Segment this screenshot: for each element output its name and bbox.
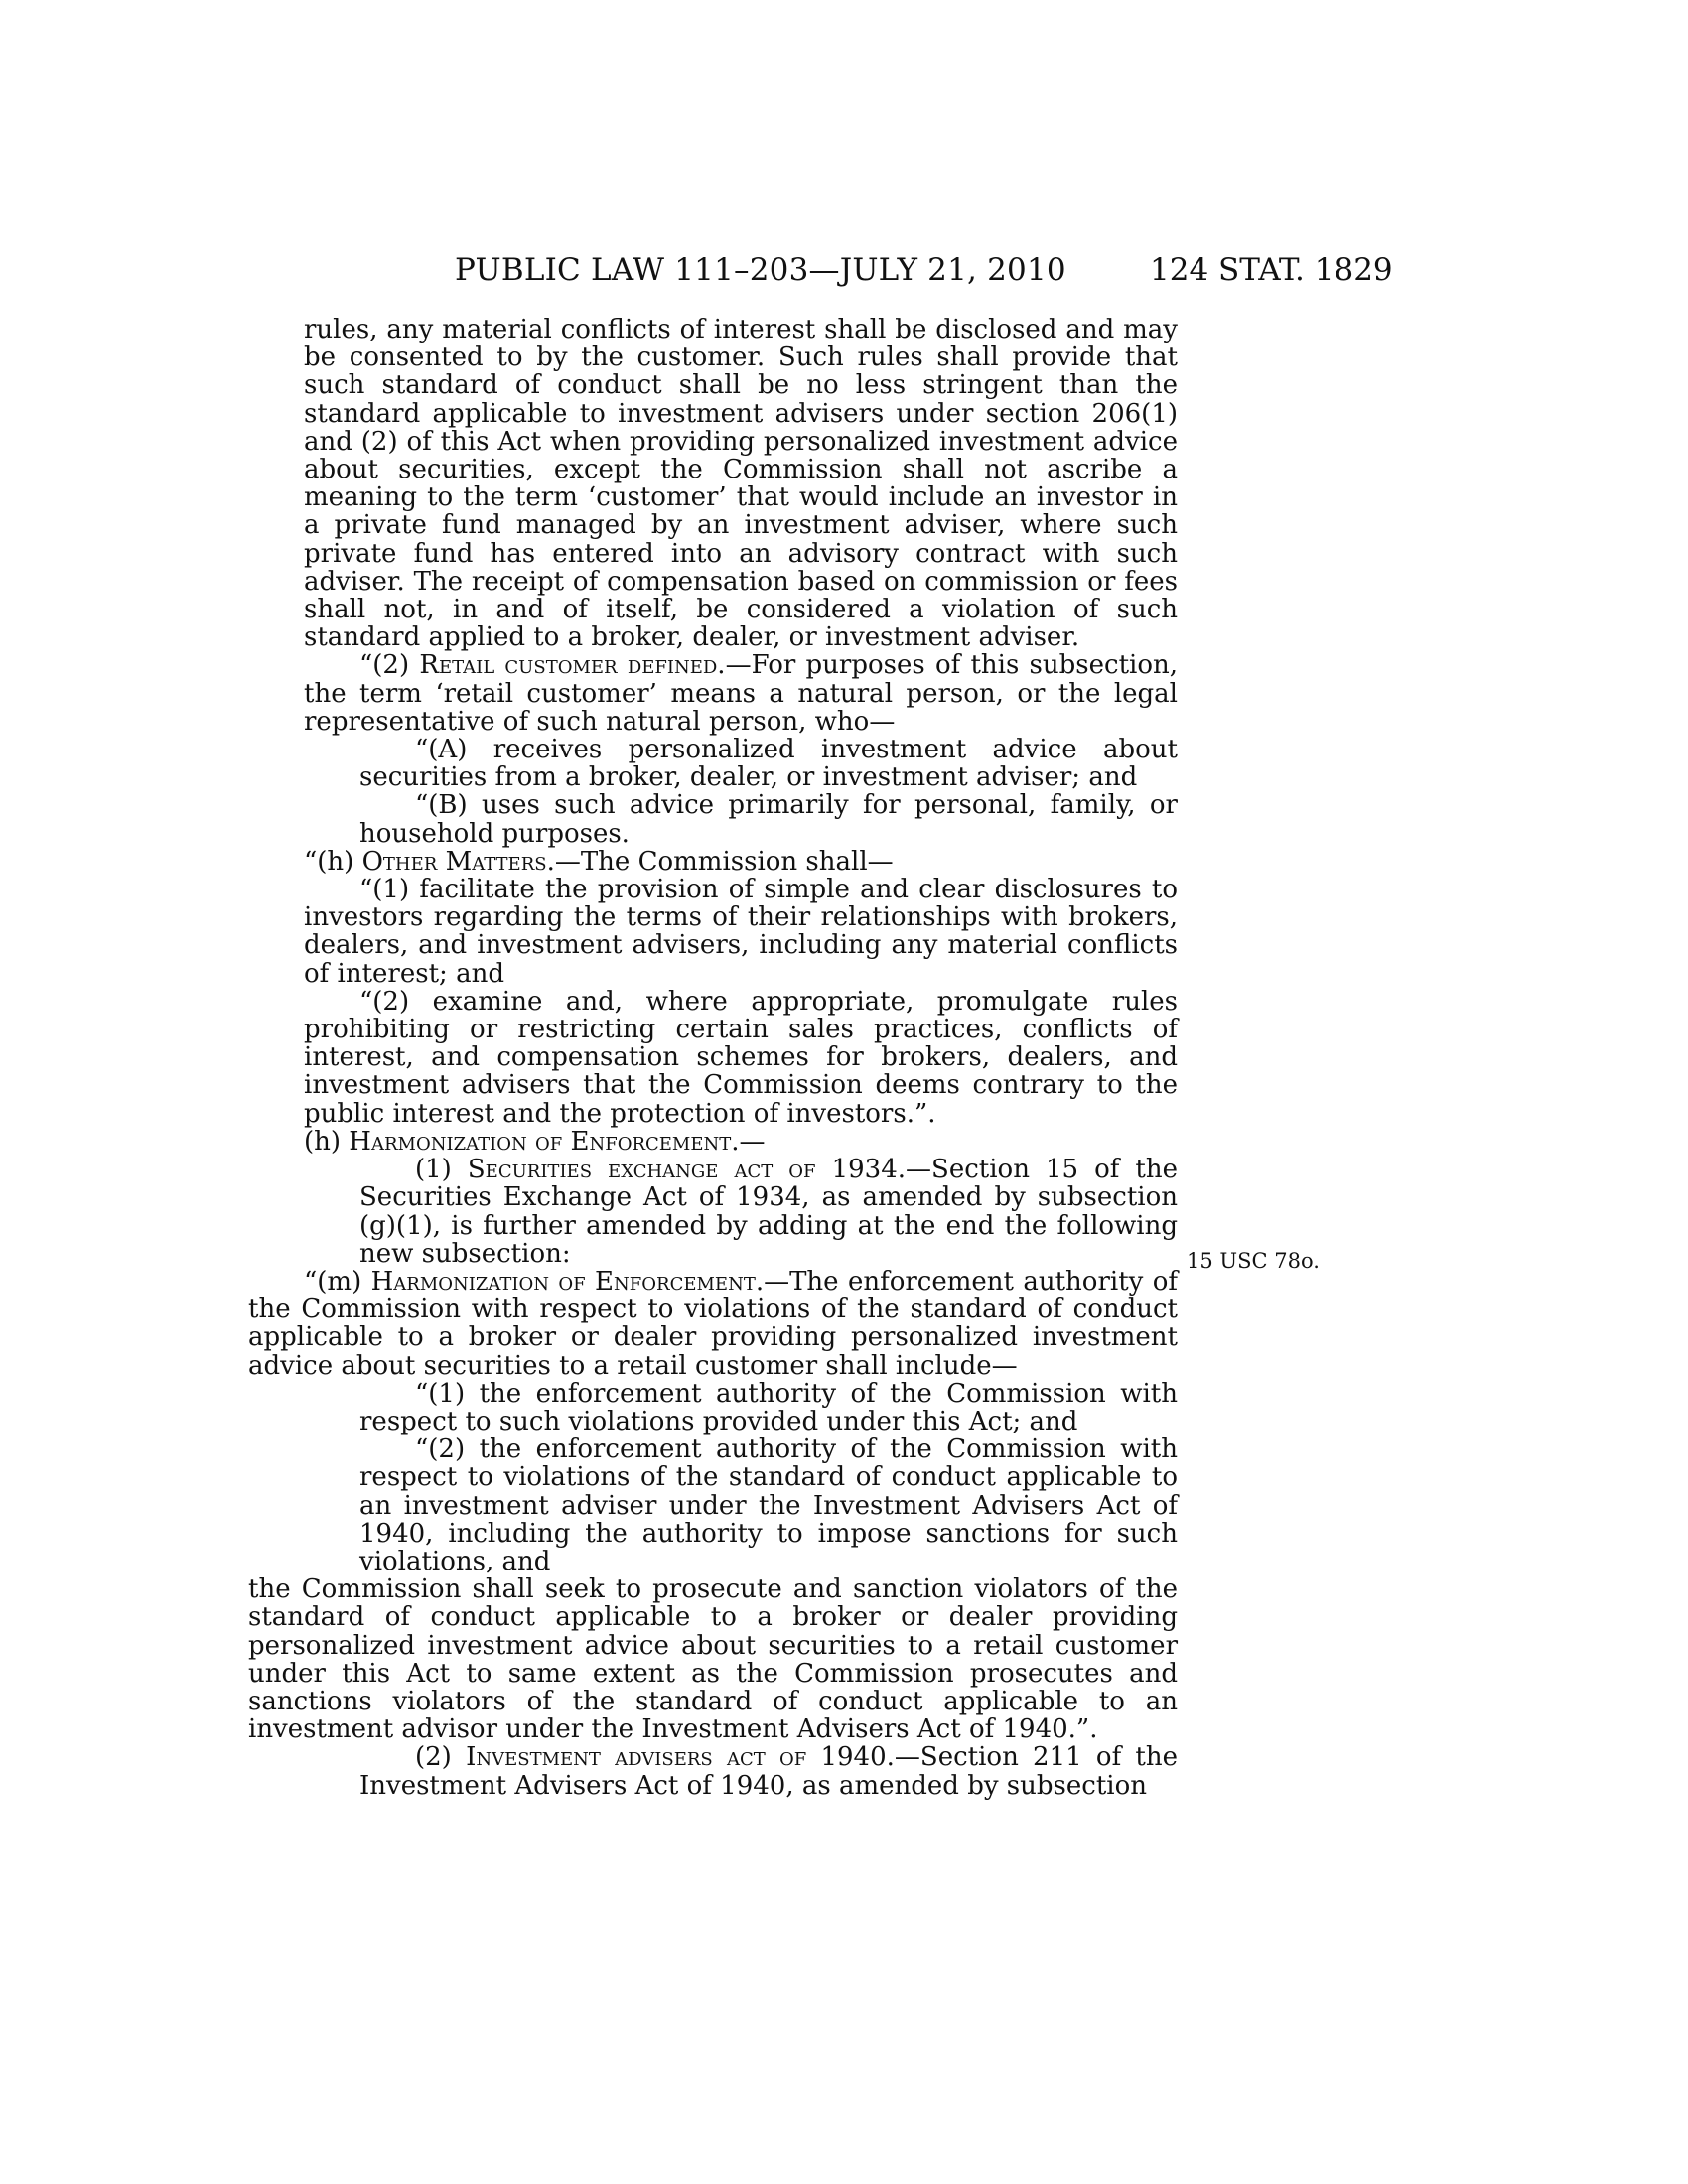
paragraph-heading: Retail customer defined. xyxy=(419,650,726,681)
running-header-title: PUBLIC LAW 111–203—JULY 21, 2010 xyxy=(455,252,1066,288)
paragraph-m-1: “(1) the enforcement authority of the Commission with respect to such violations provided under this Act; and xyxy=(359,1378,1178,1436)
page-stat-number: 124 STAT. 1829 xyxy=(1150,252,1393,288)
subsection-heading: Harmonization of Enforcement. xyxy=(370,1266,765,1297)
paragraph-text: —Section 15 of the Securities Exchange Act of 1934, as amended by subsection (g)(1), is further amended by adding at the end the following new subsection: xyxy=(359,1155,1178,1269)
paragraph-number: (1) xyxy=(415,1155,468,1185)
subsection-number: (h) xyxy=(304,1126,350,1157)
paragraph-number: (2) xyxy=(415,1742,467,1773)
paragraph-text: —Section 211 of the Investment Advisers Act of 1940, as amended by subsection xyxy=(359,1742,1179,1801)
subsection-text: — xyxy=(739,1126,766,1157)
subsection-h-other-matters xyxy=(304,848,1178,876)
paragraph-rules-continuation: rules, any material conflicts of interest shall be disclosed and may be consented to by the customer. Such rules shall provide that such standard of conduct shall be no less stringent than the standard applicable to investment advisers under section 206(1) and (2) of this Act when providing personalized investment advice about securities, except the Commission shall not ascribe a meaning to the term ‘customer’ that would include an investor in a private fund managed by an investment adviser, where such private fund has entered into an advisory contract with such adviser. The receipt of compensation based on commission or fees shall not, in and of itself, be considered a violation of such standard applied to a broker, dealer, or investment adviser. xyxy=(304,315,1178,653)
paragraph-number: “(2) xyxy=(359,650,420,681)
subsection-harmonization xyxy=(304,1128,1178,1156)
paragraph-m-2: “(2) the enforcement authority of the Commission with respect to violations of the standard of conduct applicable to an investment adviser under the Investment Advisers Act of 1940, including the authority to impose sanctions for such violations, and xyxy=(359,1434,1178,1576)
paragraph-heading: Investment advisers act of 1940. xyxy=(466,1742,895,1773)
paragraph-text: —For purposes of this subsection, the term ‘retail customer’ means a natural person, or the legal representative of such natural person, who— xyxy=(304,650,1179,737)
paragraph-heading: Securities exchange act of 1934. xyxy=(467,1155,907,1185)
subsection-number: “(m) xyxy=(304,1266,371,1297)
subsection-number: “(h) xyxy=(304,846,362,877)
subsection-text: —The enforcement authority of the Commission with respect to violations of the standard of conduct applicable to a broker or dealer providing personalized investment advice about securities to a retail customer shall include— xyxy=(248,1266,1178,1381)
subsection-heading: Harmonization of Enforcement. xyxy=(349,1126,740,1157)
paragraph-retail-customer-defined xyxy=(304,651,1178,736)
subsection-m-harmonization xyxy=(248,1268,1178,1380)
paragraph-m-closing: the Commission shall seek to prosecute and sanction violators of the standard of conduct applicable to a broker or dealer providing personalized investment advice about securities to a retail customer under this Act to same extent as the Commission prosecutes and sanctions violators of the standard of conduct applicable to an investment advisor under the Investment Advisers Act of 1940.”. xyxy=(248,1574,1178,1745)
subparagraph-a: “(A) receives personalized investment advice about securities from a broker, dealer, or investment adviser; and xyxy=(359,735,1178,793)
paragraph-h-2: “(2) examine and, where appropriate, promulgate rules prohibiting or restricting certain sales practices, conflicts of interest, and compensation schemes for brokers, dealers, and investment advisers that the Commission deems contrary to the public interest and the protection of investors.”. xyxy=(304,986,1178,1129)
paragraph-securities-exchange-act xyxy=(304,1156,1178,1268)
paragraph-h-1: “(1) facilitate the provision of simple and clear disclosures to investors regarding the terms of their relationships with brokers, dealers, and investment advisers, including any material conflicts of interest; and xyxy=(304,875,1178,989)
subsection-text: —The Commission shall— xyxy=(554,846,894,877)
margin-citation: 15 USC 78o. xyxy=(1187,1249,1320,1273)
subsection-heading: Other Matters. xyxy=(361,846,555,877)
body-text xyxy=(248,315,1179,1801)
paragraph-investment-advisers-act xyxy=(304,1743,1178,1799)
subparagraph-b: “(B) uses such advice primarily for personal, family, or household purposes. xyxy=(359,790,1178,849)
